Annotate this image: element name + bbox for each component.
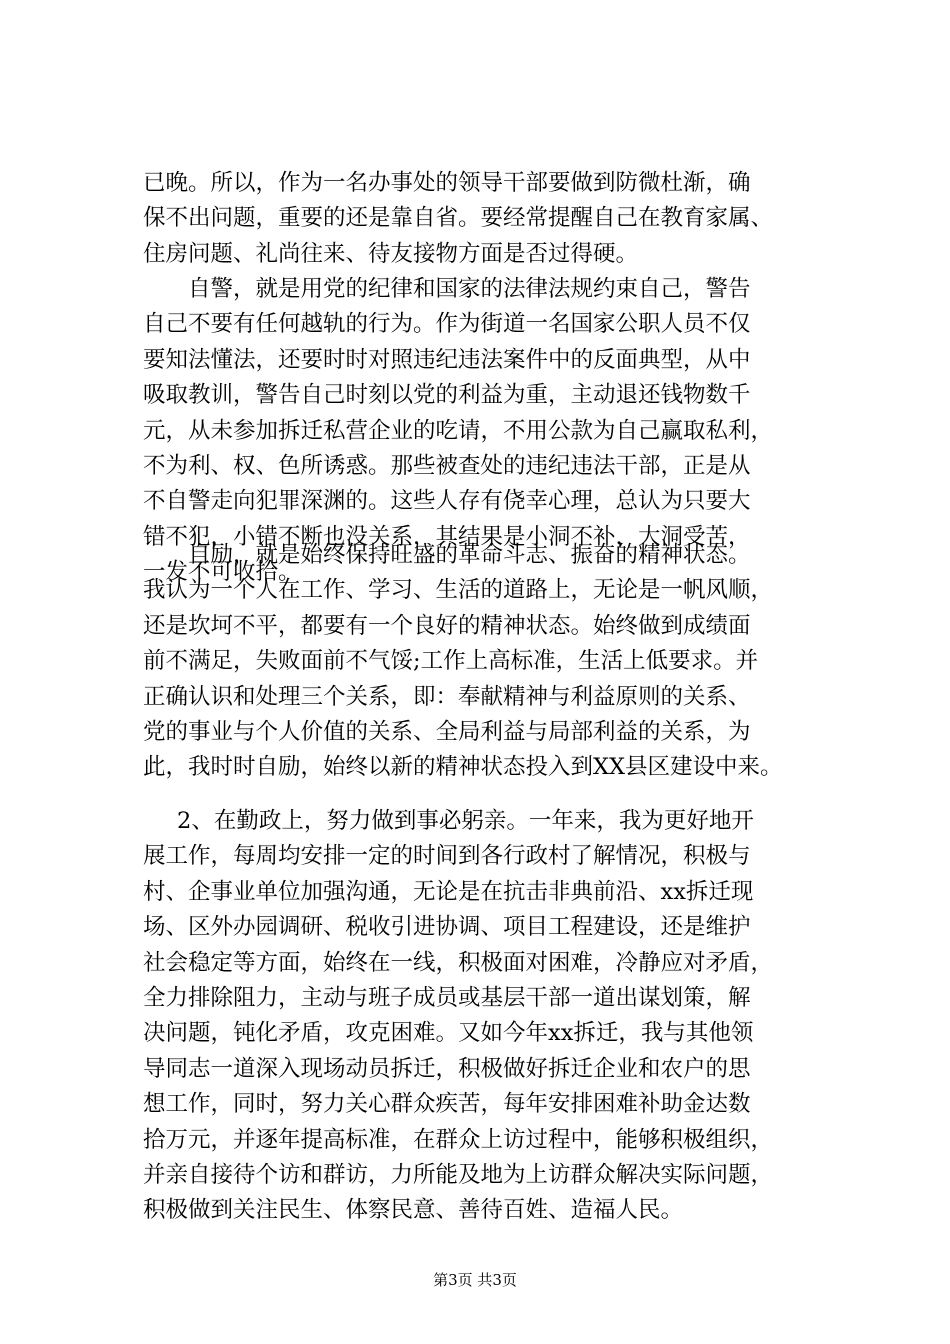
text-line: 此，我时时自励，始终以新的精神状态投入到XX县区建设中来。 bbox=[143, 754, 783, 781]
text-line: 展工作，每周均安排一定的时间到各行政村了解情况，积极与 bbox=[143, 843, 751, 870]
text-line: 正确认识和处理三个关系，即：奉献精神与利益原则的关系、 bbox=[143, 683, 751, 710]
text-line: 拾万元，并逐年提高标准，在群众上访过程中，能够积极组织， bbox=[143, 1126, 774, 1153]
text-line: 我认为一个人在工作、学习、生活的道路上，无论是一帆风顺， bbox=[143, 577, 774, 604]
text-line: 社会稳定等方面，始终在一线，积极面对困难，冷静应对矛盾， bbox=[143, 949, 774, 976]
text-line: 已晚。所以，作为一名办事处的领导干部要做到防微杜渐，确 bbox=[143, 170, 751, 196]
text-line: 自己不要有任何越轨的行为。作为街道一名国家公职人员不仅 bbox=[143, 311, 751, 338]
text-line: 积极做到关注民生、体察民意、善待百姓、造福人民。 bbox=[143, 1197, 684, 1224]
text-line: 2、在勤政上，努力做到事必躬亲。一年来，我为更好地开 bbox=[177, 808, 754, 834]
text-line: 村、企事业单位加强沟通，无论是在抗击非典前沿、xx拆迁现 bbox=[143, 878, 754, 905]
text-line: 保不出问题，重要的还是靠自省。要经常提醒自己在教育家属、 bbox=[143, 205, 774, 232]
text-line: 一发不可收拾。 bbox=[143, 559, 301, 586]
paragraph-self-motivation bbox=[143, 538, 848, 786]
text-line: 要知法懂法，还要时时对照违纪违法案件中的反面典型，从中 bbox=[143, 346, 751, 373]
text-line: 决问题，钝化矛盾，攻克困难。又如今年xx拆迁，我与其他领 bbox=[143, 1020, 754, 1047]
text-line: 不为利、权、色所诱惑。那些被查处的违纪违法干部，正是从 bbox=[143, 452, 751, 479]
text-line: 吸取教训，警告自己时刻以党的利益为重，主动退还钱物数千 bbox=[143, 382, 751, 409]
text-line: 前不满足，失败面前不气馁;工作上高标准，生活上低要求。并 bbox=[143, 648, 759, 675]
text-line: 导同志一道深入现场动员拆迁，积极做好拆迁企业和农户的思 bbox=[143, 1055, 751, 1082]
text-line: 还是坎坷不平，都要有一个良好的精神状态。始终做到成绩面 bbox=[143, 612, 751, 639]
text-line: 元，从未参加拆迁私营企业的吃请，不用公款为自己赢取私利， bbox=[143, 417, 774, 444]
text-line: 不自警走向犯罪深渊的。这些人存有侥幸心理，总认为只要大 bbox=[143, 488, 751, 515]
text-line: 并亲自接待个访和群访，力所能及地为上访群众解决实际问题， bbox=[143, 1161, 774, 1188]
paragraph-self-reflection-end bbox=[143, 166, 848, 272]
text-line: 错不犯，小错不断也没关系，其结果是小洞不补，大洞受苦， bbox=[143, 523, 751, 550]
page-footer: 第3页 共3页 bbox=[433, 1271, 517, 1289]
text-line: 场、区外办园调研、税收引进协调、项目工程建设，还是维护 bbox=[143, 914, 751, 941]
text-line: 全力排除阻力，主动与班子成员或基层干部一道出谋划策，解 bbox=[143, 984, 751, 1011]
text-line: 想工作，同时，努力关心群众疾苦，每年安排困难补助金达数 bbox=[143, 1091, 751, 1118]
text-line: 自励，就是始终保持旺盛的革命斗志、振奋的精神状态。 bbox=[188, 542, 751, 568]
text-line: 党的事业与个人价值的关系、全局利益与局部利益的关系，为 bbox=[143, 718, 751, 745]
paragraph-diligence bbox=[143, 804, 848, 1229]
text-line: 住房问题、礼尚往来、待友接物方面是否过得硬。 bbox=[143, 240, 639, 267]
text-line: 自警，就是用党的纪律和国家的法律法规约束自己，警告 bbox=[188, 276, 751, 302]
